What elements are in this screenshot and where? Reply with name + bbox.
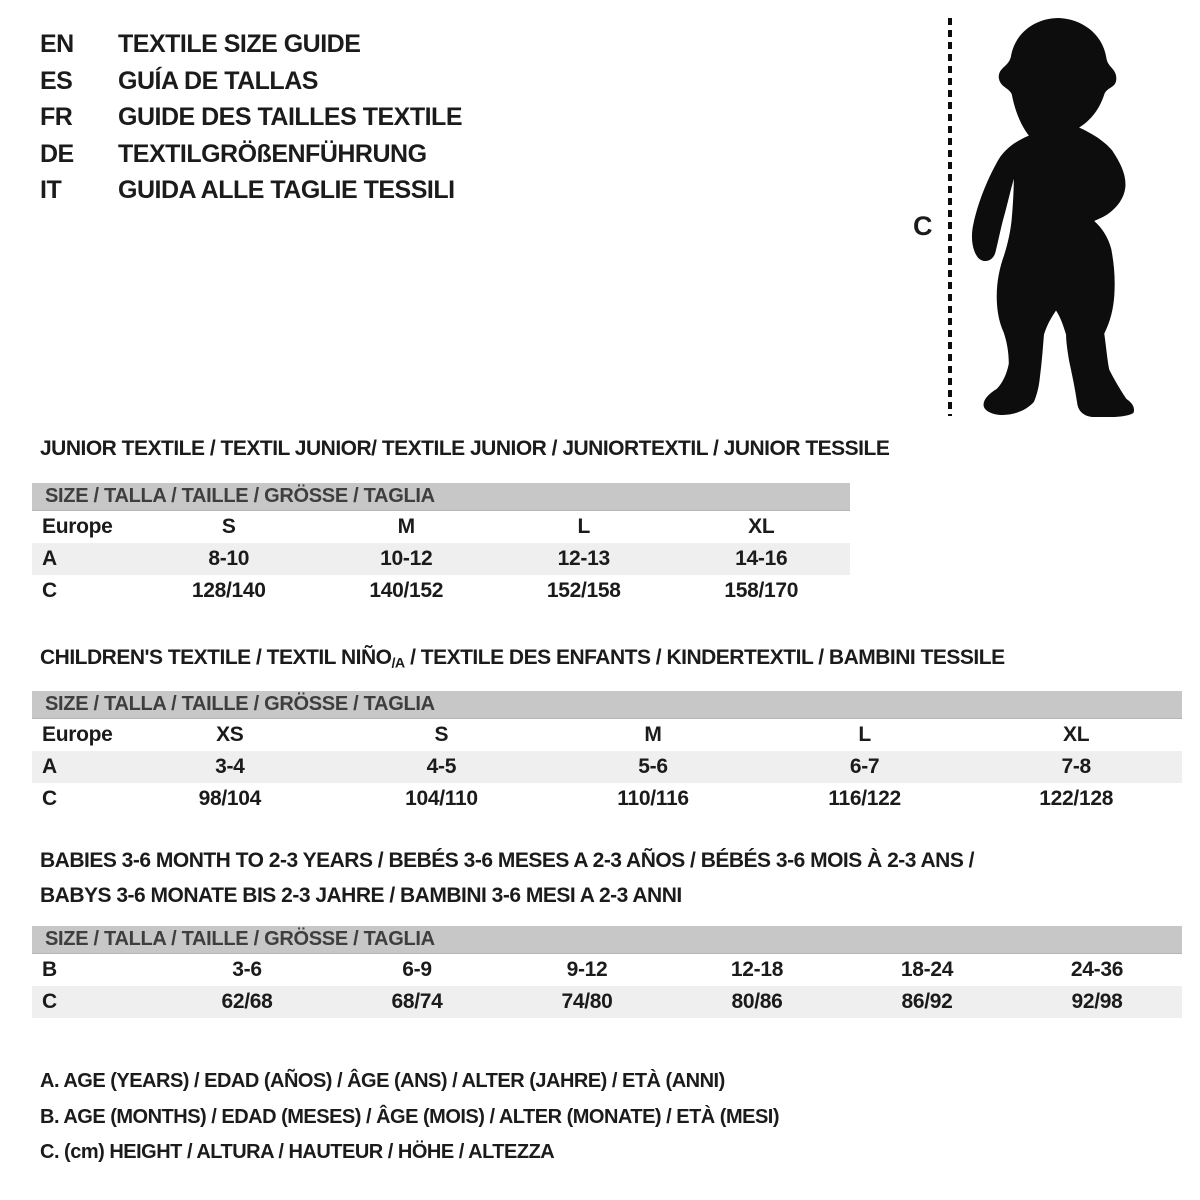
table-cell: 6-9 <box>402 958 432 981</box>
table-row <box>32 719 1182 751</box>
row-label: A <box>42 755 57 778</box>
language-title: GUÍA DE TALLAS <box>118 66 318 95</box>
row-label: B <box>42 958 57 981</box>
children-title-pre: CHILDREN'S TEXTILE / TEXTIL NIÑO <box>40 646 392 669</box>
legend-line-c: C. (cm) HEIGHT / ALTURA / HAUTEUR / HÖHE / ALTEZZA <box>40 1141 555 1163</box>
babies-section-title-line1: BABIES 3-6 MONTH TO 2-3 YEARS / BEBÉS 3-6 MESES A 2-3 AÑOS / BÉBÉS 3-6 MOIS À 2-3 ANS / <box>40 849 975 872</box>
language-code: DE <box>40 139 74 168</box>
table-cell: 18-24 <box>900 958 954 981</box>
language-code: FR <box>40 103 73 131</box>
table-cell: XL <box>748 515 775 538</box>
table-cell: 14-16 <box>735 547 788 570</box>
table-row <box>32 543 850 575</box>
junior-section-title: JUNIOR TEXTILE / TEXTIL JUNIOR/ TEXTILE JUNIOR / JUNIORTEXTIL / JUNIOR TESSILE <box>40 437 890 460</box>
table-cell: S <box>434 723 449 746</box>
table-cell: 74/80 <box>561 990 613 1013</box>
table-cell: 7-8 <box>1061 755 1091 778</box>
row-label: C <box>42 990 57 1013</box>
language-code: ES <box>40 66 73 95</box>
table-row <box>32 575 850 607</box>
table-cell: 116/122 <box>828 787 901 810</box>
table-cell: 86/92 <box>901 990 953 1013</box>
row-label: C <box>42 787 57 810</box>
table-cell: XL <box>1063 723 1090 746</box>
height-dashed-line <box>948 18 952 416</box>
size-header-bar: SIZE / TALLA / TAILLE / GRÖSSE / TAGLIA <box>32 483 850 511</box>
height-measure-label: C <box>913 211 933 241</box>
table-cell: 5-6 <box>638 755 668 778</box>
size-header-bar: SIZE / TALLA / TAILLE / GRÖSSE / TAGLIA <box>32 926 1182 954</box>
table-cell: 62/68 <box>221 990 273 1013</box>
table-cell: 80/86 <box>731 990 783 1013</box>
language-title: TEXTILE SIZE GUIDE <box>118 30 361 58</box>
table-cell: 3-6 <box>232 958 262 981</box>
table-cell: 128/140 <box>191 579 266 602</box>
babies-size-table <box>32 926 1182 1018</box>
babies-table-body <box>32 954 1182 1018</box>
language-code: IT <box>40 176 62 204</box>
row-label: Europe <box>42 723 113 746</box>
language-title-list <box>40 26 462 209</box>
table-row <box>32 751 1182 783</box>
table-cell: L <box>577 515 591 538</box>
language-row <box>40 172 462 209</box>
measurement-legend <box>40 1064 779 1171</box>
children-title-subscript: /A <box>391 655 405 672</box>
table-row <box>32 783 1182 815</box>
children-size-table <box>32 691 1182 815</box>
table-cell: 12-18 <box>730 958 784 981</box>
table-cell: 158/170 <box>724 579 799 602</box>
row-label: Europe <box>42 515 113 538</box>
table-cell: 12-13 <box>557 547 610 570</box>
children-table-body <box>32 719 1182 815</box>
row-label: C <box>42 579 57 602</box>
junior-table-body <box>32 511 850 607</box>
language-row <box>40 99 462 136</box>
table-cell: 122/128 <box>1039 787 1114 810</box>
table-row <box>32 954 1182 986</box>
toddler-silhouette-image <box>966 15 1138 417</box>
table-cell: 6-7 <box>849 755 880 778</box>
children-section-title <box>40 646 1005 672</box>
language-title: TEXTILGRÖßENFÜHRUNG <box>118 139 427 168</box>
table-cell: 8-10 <box>208 547 250 570</box>
language-row <box>40 26 462 63</box>
language-code: EN <box>40 30 74 58</box>
children-title-post: / TEXTILE DES ENFANTS / KINDERTEXTIL / BAMBINI TESSILE <box>404 646 1005 669</box>
table-cell: 110/116 <box>617 787 689 810</box>
table-cell: S <box>221 515 236 538</box>
row-label: A <box>42 547 57 570</box>
language-row <box>40 63 462 100</box>
table-cell: XS <box>216 723 244 746</box>
table-cell: 68/74 <box>391 990 443 1013</box>
table-cell: 98/104 <box>198 787 262 810</box>
table-cell: 4-5 <box>426 755 457 778</box>
table-cell: 152/158 <box>546 579 621 602</box>
table-cell: 10-12 <box>380 547 433 570</box>
table-row <box>32 986 1182 1018</box>
table-cell: 24-36 <box>1070 958 1124 981</box>
table-cell: 3-4 <box>215 755 245 778</box>
table-cell: 104/110 <box>405 787 478 810</box>
size-header-bar: SIZE / TALLA / TAILLE / GRÖSSE / TAGLIA <box>32 691 1182 719</box>
language-title: GUIDA ALLE TAGLIE TESSILI <box>118 176 455 204</box>
table-cell: L <box>858 723 871 746</box>
legend-line-a: A. AGE (YEARS) / EDAD (AÑOS) / ÂGE (ANS) / ALTER (JAHRE) / ETÀ (ANNI) <box>40 1070 725 1092</box>
legend-line-b: B. AGE (MONTHS) / EDAD (MESES) / ÂGE (MOIS) / ALTER (MONATE) / ETÀ (MESI) <box>40 1105 780 1128</box>
table-cell: 9-12 <box>566 958 608 981</box>
table-cell: 140/152 <box>369 579 444 602</box>
table-cell: 92/98 <box>1071 990 1123 1013</box>
language-title: GUIDE DES TAILLES TEXTILE <box>118 103 463 131</box>
language-row <box>40 136 462 173</box>
table-row <box>32 511 850 543</box>
table-cell: M <box>644 723 662 746</box>
table-cell: M <box>397 515 415 538</box>
junior-size-table <box>32 483 850 607</box>
babies-section-title-line2: BABYS 3-6 MONATE BIS 2-3 JAHRE / BAMBINI 3-6 MESI A 2-3 ANNI <box>40 884 682 907</box>
